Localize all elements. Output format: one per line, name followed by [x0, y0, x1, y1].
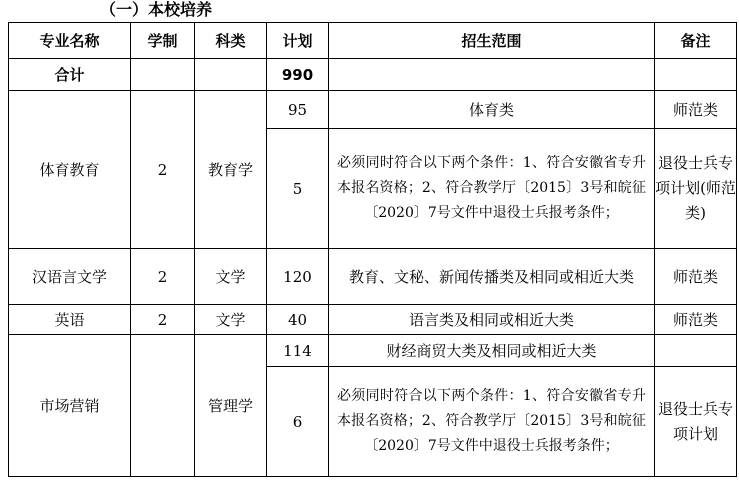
header-note: 备注: [655, 23, 737, 59]
mk-note-2: 退役士兵专项计划: [655, 367, 737, 477]
cn-scope: 教育、文秘、新闻传播类及相同或相近大类: [329, 249, 655, 305]
mk-plan-2: 6: [267, 367, 329, 477]
header-plan: 计划: [267, 23, 329, 59]
pe-plan-2: 5: [267, 129, 329, 249]
en-duration: 2: [131, 305, 195, 335]
header-duration: 学制: [131, 23, 195, 59]
enrollment-table: [8, 22, 737, 477]
pe-duration: 2: [131, 91, 195, 249]
mk-major: 市场营销: [9, 335, 131, 477]
en-note: 师范类: [655, 305, 737, 335]
mk-note-1-empty: [655, 335, 737, 367]
header-scope: 招生范围: [329, 23, 655, 59]
en-plan: 40: [267, 305, 329, 335]
en-category: 文学: [195, 305, 267, 335]
pe-scope-1: 体育类: [329, 91, 655, 129]
pe-note-2: 退役士兵专项计划(师范类): [655, 129, 737, 249]
cn-note: 师范类: [655, 249, 737, 305]
table-row: [9, 91, 737, 129]
total-note-empty: [655, 59, 737, 91]
total-duration-empty: [131, 59, 195, 91]
pe-major: 体育教育: [9, 91, 131, 249]
total-plan: 990: [267, 59, 329, 91]
pe-scope-2: 必须同时符合以下两个条件：1、符合安徽省专升本报名资格；2、符合教学厅〔2015〕3号和皖征〔2020〕7号文件中退役士兵报考条件；: [329, 129, 655, 249]
en-scope: 语言类及相同或相近大类: [329, 305, 655, 335]
pe-note-1: 师范类: [655, 91, 737, 129]
total-scope-empty: [329, 59, 655, 91]
en-major: 英语: [9, 305, 131, 335]
pe-plan-1: 95: [267, 91, 329, 129]
mk-category: 管理学: [195, 335, 267, 477]
table-header-row: [9, 23, 737, 59]
mk-plan-1: 114: [267, 335, 329, 367]
mk-scope-2: 必须同时符合以下两个条件：1、符合安徽省专升本报名资格；2、符合教学厅〔2015〕3号和皖征〔2020〕7号文件中退役士兵报考条件；: [329, 367, 655, 477]
header-category: 科类: [195, 23, 267, 59]
table-row: [9, 249, 737, 305]
table-row: [9, 335, 737, 367]
mk-duration-empty: [131, 335, 195, 477]
pe-category: 教育学: [195, 91, 267, 249]
cn-plan: 120: [267, 249, 329, 305]
cn-major: 汉语言文学: [9, 249, 131, 305]
cn-category: 文学: [195, 249, 267, 305]
table-row: [9, 305, 737, 335]
header-major: 专业名称: [9, 23, 131, 59]
section-title: （一）本校培养: [100, 0, 213, 19]
total-label: 合计: [9, 59, 131, 91]
total-category-empty: [195, 59, 267, 91]
total-row: [9, 59, 737, 91]
cn-duration: 2: [131, 249, 195, 305]
mk-scope-1: 财经商贸大类及相同或相近大类: [329, 335, 655, 367]
